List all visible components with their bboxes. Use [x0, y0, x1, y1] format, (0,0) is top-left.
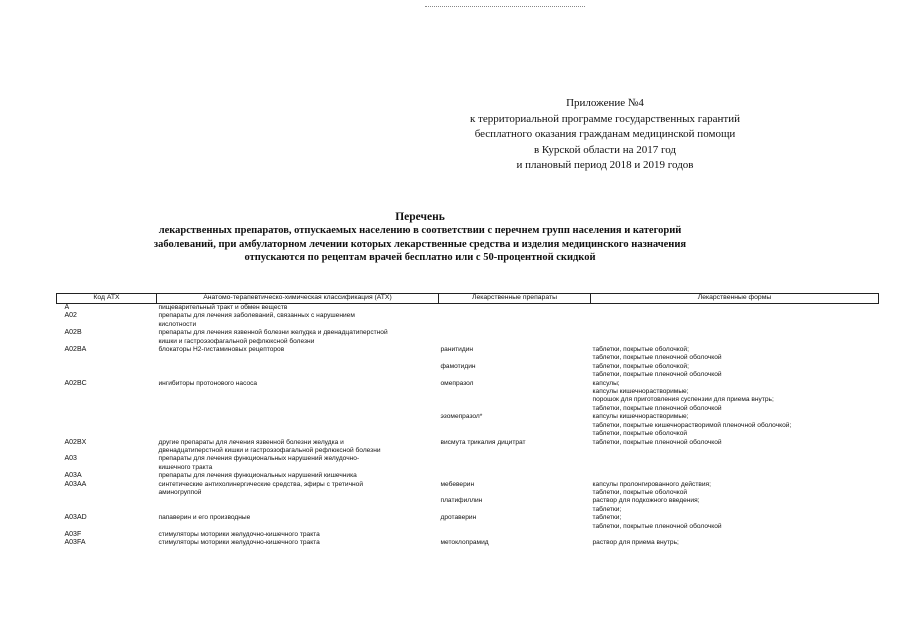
atx-classification-cell: [157, 497, 439, 514]
classification-line: препараты для лечения язвенной болезни желудка и двенадцатиперстной: [158, 329, 388, 337]
classification-line: пищеварительный тракт и обмен веществ: [158, 304, 288, 311]
atx-code-cell: A02B: [64, 329, 82, 337]
dosage-forms-cell: [591, 514, 879, 531]
table-body: [57, 304, 879, 548]
drug-cell: мебеверин: [440, 480, 475, 488]
dosage-form-line: порошок для приготовления суспензии для приема внутрь;: [592, 396, 774, 404]
dosage-form-line: таблетки, покрытые пленочной оболочкой: [592, 371, 722, 379]
dosage-form-line: таблетки, покрытые пленочной оболочкой: [592, 354, 722, 362]
dosage-form-line: таблетки, покрытые кишечнорастворимой пленочной оболочкой;: [592, 421, 792, 429]
header-dosage-forms: Лекарственные формы: [591, 294, 879, 304]
atx-classification-cell: [157, 346, 439, 363]
table-header-row: [57, 294, 879, 304]
appendix-line: и плановый период 2018 и 2019 годов: [516, 159, 694, 171]
table-row: [57, 455, 879, 472]
table-row: [57, 531, 879, 539]
table-row: [57, 312, 879, 329]
appendix-block: [430, 96, 780, 174]
dosage-form-line: раствор для приема внутрь;: [592, 539, 679, 547]
atx-code-cell: [57, 497, 157, 514]
heading-title: Перечень: [395, 211, 445, 223]
drug-cell: [439, 329, 591, 346]
classification-line: стимуляторы моторики желудочно-кишечного тракта: [158, 530, 320, 538]
atx-classification-cell: [157, 531, 439, 539]
classification-line: кислотности: [158, 320, 197, 328]
table-row: [57, 497, 879, 514]
atx-classification-cell: [157, 363, 439, 380]
atx-code-cell: A03AA: [64, 480, 87, 488]
header-atx-classification: Анатомо-терапевтическо-химическая классификация (АТХ): [157, 294, 439, 304]
drug-cell: [439, 472, 591, 480]
drug-cell: [439, 304, 591, 313]
classification-line: ингибиторы протонового насоса: [158, 379, 258, 387]
dosage-forms-cell: [591, 329, 879, 346]
classification-line: двенадцатиперстной кишки и гастроэзофагальной рефлюксной болезни: [158, 446, 381, 454]
table-row: [57, 514, 879, 531]
atx-code-cell: A02BX: [64, 438, 87, 446]
classification-line: препараты для лечения заболеваний, связанных с нарушением: [158, 312, 355, 320]
atx-code-cell: A02BA: [64, 346, 87, 354]
heading-line: заболеваний, при амбулаторном лечении которых лекарственные средства и изделия медицинского назначения: [153, 238, 687, 250]
dosage-form-line: капсулы кишечнорастворимые;: [592, 413, 689, 421]
classification-line: другие препараты для лечения язвенной болезни желудка и: [158, 438, 344, 446]
dosage-form-line: капсулы;: [592, 379, 620, 387]
drug-cell: [439, 312, 591, 329]
atx-code-cell: A02BC: [64, 379, 87, 387]
drug-cell: висмута трикалия дицитрат: [440, 438, 526, 446]
classification-line: препараты для лечения функциональных нарушений желудочно-: [158, 455, 360, 463]
table-row: [57, 413, 879, 438]
table-row: [57, 481, 879, 498]
header-drugs: Лекарственные препараты: [439, 294, 591, 304]
dosage-forms-cell: [591, 455, 879, 472]
heading-line: отпускаются по рецептам врачей бесплатно или с 50-процентной скидкой: [244, 252, 596, 263]
atx-code-cell: A03A: [64, 472, 82, 480]
dosage-forms-cell: [591, 472, 879, 480]
heading-line: лекарственных препаратов, отпускаемых населению в соответствии с перечнем групп населения и категорий: [158, 225, 682, 236]
table-row: [57, 380, 879, 414]
atx-classification-cell: [157, 455, 439, 472]
dosage-forms-cell: [591, 380, 879, 414]
document-heading: [60, 210, 780, 265]
table-row: [57, 439, 879, 456]
dosage-forms-cell: [591, 497, 879, 514]
atx-code-cell: A02: [64, 312, 77, 320]
dosage-forms-cell: [591, 312, 879, 329]
atx-classification-cell: [157, 514, 439, 531]
atx-classification-cell: [157, 481, 439, 498]
dosage-forms-cell: [591, 539, 879, 547]
classification-line: кишечного тракта: [158, 463, 213, 471]
drug-cell: платифиллин: [440, 497, 483, 505]
dosage-form-line: таблетки, покрытые оболочкой;: [592, 346, 689, 354]
table-row: [57, 539, 879, 547]
dosage-forms-cell: [591, 531, 879, 539]
dosage-form-line: таблетки, покрытые пленочной оболочкой: [592, 522, 722, 530]
atx-classification-cell: [157, 329, 439, 346]
table-row: [57, 472, 879, 480]
drug-cell: метоклопрамид: [440, 539, 489, 547]
drug-cell: омепразол: [440, 379, 474, 387]
dosage-forms-cell: [591, 304, 879, 313]
atx-classification-cell: [157, 539, 439, 547]
classification-line: папаверин и его производные: [158, 514, 251, 522]
classification-line: синтетические антихолинергические средства, эфиры с третичной: [158, 480, 364, 488]
classification-line: стимуляторы моторики желудочно-кишечного тракта: [158, 539, 320, 547]
table-row: [57, 363, 879, 380]
header-atx-code: Код АТХ: [57, 294, 157, 304]
classification-line: препараты для лечения функциональных нарушений кишечника: [158, 472, 357, 480]
atx-code-cell: A03FA: [64, 539, 86, 547]
atx-code-cell: A: [64, 304, 70, 311]
appendix-line: бесплатного оказания гражданам медицинской помощи: [474, 128, 736, 140]
dosage-form-line: таблетки, покрытые оболочкой: [592, 430, 688, 438]
dosage-form-line: таблетки, покрытые пленочной оболочкой: [592, 404, 722, 412]
appendix-line: в Курской области на 2017 год: [533, 143, 677, 156]
dosage-forms-cell: [591, 363, 879, 380]
appendix-line: к территориальной программе государственных гарантий: [470, 112, 740, 125]
table-row: [57, 329, 879, 346]
classification-line: аминогруппой: [158, 488, 202, 496]
classification-line: кишки и гастроэзофагальной рефлюксной болезни: [158, 337, 315, 345]
drug-cell: ранитидин: [440, 346, 474, 354]
drug-cell: [439, 531, 591, 539]
dosage-form-line: раствор для подкожного введения;: [592, 497, 700, 505]
dosage-forms-cell: [591, 346, 879, 363]
atx-classification-cell: [157, 312, 439, 329]
atx-code-cell: [57, 363, 157, 380]
atx-table: [56, 293, 879, 548]
drug-cell: эзомепразол*: [440, 413, 483, 421]
drug-cell: [439, 455, 591, 472]
dosage-forms-cell: [591, 439, 879, 456]
classification-line: блокаторы H2-гистаминовых рецепторов: [158, 346, 285, 354]
dosage-form-line: капсулы пролонгированного действия;: [592, 480, 711, 488]
atx-classification-cell: [157, 472, 439, 480]
atx-code-cell: A03: [64, 455, 77, 463]
dosage-forms-cell: [591, 413, 879, 438]
dosage-form-line: таблетки;: [592, 514, 622, 522]
appendix-title: Приложение №4: [566, 97, 644, 109]
table-row: [57, 346, 879, 363]
atx-classification-cell: [157, 380, 439, 414]
atx-code-cell: A03AD: [64, 514, 87, 522]
dosage-form-line: таблетки, покрытые оболочкой: [592, 488, 688, 496]
atx-code-cell: A03F: [64, 530, 82, 538]
dosage-forms-cell: [591, 481, 879, 498]
atx-classification-cell: [157, 439, 439, 456]
drug-cell: фамотидин: [440, 362, 476, 370]
top-dotted-line: [425, 6, 585, 7]
dosage-form-line: таблетки, покрытые пленочной оболочкой: [592, 438, 722, 446]
atx-code-cell: [57, 413, 157, 438]
dosage-form-line: капсулы кишечнорастворимые;: [592, 388, 689, 396]
dosage-form-line: таблетки, покрытые оболочкой;: [592, 362, 689, 370]
atx-classification-cell: [157, 413, 439, 438]
dosage-form-line: таблетки;: [592, 505, 622, 513]
drug-cell: дротаверин: [440, 514, 477, 522]
